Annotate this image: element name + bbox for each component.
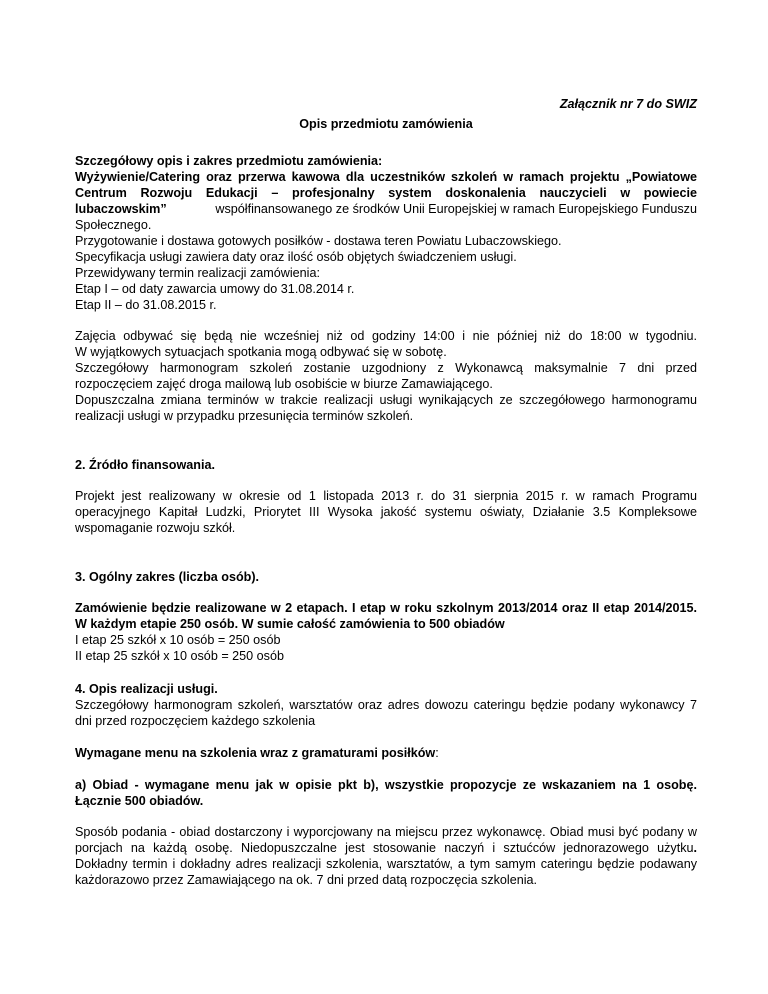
section-4-line-1: Szczegółowy harmonogram szkoleń, warsztatów oraz adres dowozu cateringu będzie podany wykonawcy 7 <box>75 698 697 712</box>
schedule-line-1: Zajęcia odbywać się będą nie wcześniej niż od godziny 14:00 i nie później niż do 18:00 w tygodniu. <box>75 329 697 343</box>
project-line-3 <box>75 201 697 217</box>
schedule-line-5: Dopuszczalna zmiana terminów w trakcie realizacji usługi wynikających ze szczegółowego harmonogramu <box>75 393 697 407</box>
calc-stage-1: I etap 25 szkół x 10 osób = 250 osób <box>75 633 281 647</box>
schedule-line-2: W wyjątkowych sytuacjach spotkania mogą odbywać się w sobotę. <box>75 345 447 359</box>
serving-line-2 <box>75 840 697 856</box>
spec-text: Specyfikacja usługi zawiera daty oraz ilość osób objętych świadczeniem usługi. <box>75 250 517 264</box>
stage-1: Etap I – od daty zawarcia umowy do 31.08.2014 r. <box>75 282 355 296</box>
serving-line-1: Sposób podania - obiad dostarczony i wyporcjowany na miejscu przez wykonawcę. Obiad musi być podany w <box>75 825 697 839</box>
section-2-line-2: operacyjnego Kapitał Ludzki, Priorytet III Wysoka jakość systemu oświaty, Działanie 3.5 Kompleksowe <box>75 505 697 519</box>
term-heading: Przewidywany termin realizacji zamówienia: <box>75 266 320 280</box>
project-line-2: Centrum Rozwoju Edukacji – profesjonalny system doskonalenia nauczycieli w powiecie <box>75 186 697 200</box>
section-4-line-2: dni przed rozpoczęciem każdego szkolenia <box>75 714 316 728</box>
project-line-1: Wyżywienie/Catering oraz przerwa kawowa dla uczestników szkoleń w ramach projektu „Powiatowe <box>75 170 697 184</box>
menu-heading-colon: : <box>435 746 439 760</box>
serving-line-2-period: . <box>693 841 697 855</box>
section-3-bold-1: Zamówienie będzie realizowane w 2 etapach. I etap w roku szkolnym 2013/2014 oraz II etap 2014/2015. <box>75 601 697 615</box>
serving-line-4: każdorazowo przez Zamawiającego na ok. 7 dni przed datą rozpoczęcia szkolenia. <box>75 873 538 887</box>
annex-label: Załącznik nr 7 do SWIZ <box>559 97 697 111</box>
section-2-heading: 2. Źródło finansowania. <box>75 458 215 472</box>
menu-heading-line <box>75 745 697 761</box>
intro-heading: Szczegółowy opis i zakres przedmiotu zamówienia: <box>75 154 383 168</box>
schedule-line-3: Szczegółowy harmonogram szkoleń zostanie uzgodniony z Wykonawcą maksymalnie 7 dni przed <box>75 361 697 375</box>
section-4-heading: 4. Opis realizacji usługi. <box>75 682 218 696</box>
serving-line-3: Dokładny termin i dokładny adres realizacji szkolenia, warsztatów, a tym samym cateringu będzie podawany <box>75 857 697 871</box>
document-title: Opis przedmiotu zamówienia <box>299 117 473 131</box>
calc-stage-2: II etap 25 szkół x 10 osób = 250 osób <box>75 649 284 663</box>
section-2-line-1: Projekt jest realizowany w okresie od 1 listopada 2013 r. do 31 sierpnia 2015 r. w ramach Programu <box>75 489 697 503</box>
stage-2: Etap II – do 31.08.2015 r. <box>75 298 217 312</box>
project-line-4: Społecznego. <box>75 218 152 232</box>
schedule-line-6: realizacji usługi w przypadku przesunięcia terminów szkoleń. <box>75 409 414 423</box>
menu-heading: Wymagane menu na szkolenia wraz z gramaturami posiłków <box>75 746 436 760</box>
serving-line-2-text: porcjach na każdą osobę. Niedopuszczalne jest stosowanie naczyń i sztućców jednorazowego użytku <box>75 841 694 855</box>
menu-a-line-2: Łącznie 500 obiadów. <box>75 794 204 808</box>
delivery-text: Przygotowanie i dostawa gotowych posiłków - dostawa teren Powiatu Lubaczowskiego. <box>75 234 562 248</box>
schedule-line-4: rozpoczęciem zajęć droga mailową lub osobiście w biurze Zamawiającego. <box>75 377 493 391</box>
project-cofinance: współfinansowanego ze środków Unii Europejskiej w ramach Europejskiego Funduszu <box>215 202 697 216</box>
menu-a-line-1: a) Obiad - wymagane menu jak w opisie pkt b), wszystkie propozycje ze wskazaniem na 1 osobę. <box>75 778 697 792</box>
project-county: lubaczowskim” <box>75 202 167 216</box>
section-3-bold-2: W każdym etapie 250 osób. W sumie całość zamówienia to 500 obiadów <box>75 617 505 631</box>
section-2-line-3: wspomaganie rozwoju szkół. <box>75 521 236 535</box>
section-3-heading: 3. Ogólny zakres (liczba osób). <box>75 570 260 584</box>
